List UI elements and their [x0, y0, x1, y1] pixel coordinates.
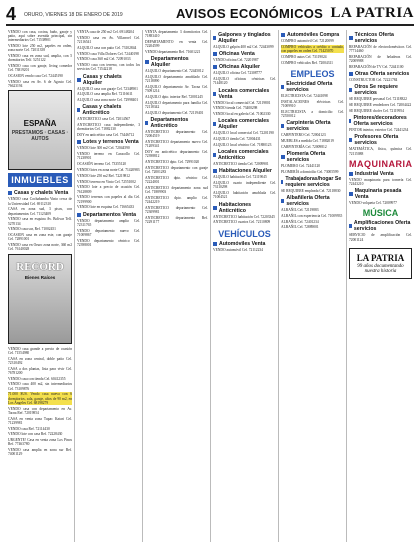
subcategory-heading	[213, 149, 276, 161]
classified-ad: CASA en zona central, doble patio Cel. 72310492	[8, 356, 72, 365]
category-vehiculos: VEHÍCULOS	[218, 228, 271, 239]
classified-ad: SE REQUIERE personal Cel. 72118822	[349, 97, 407, 102]
classified-ad: DEPARTAMENTO en venta Cel. 72204599	[145, 40, 208, 49]
category-empleos: EMPLEOS	[290, 68, 335, 79]
classified-ad: VENDO casa en Av. 6 de Agosto Cel. 76623194	[8, 80, 72, 89]
subcategory-heading	[349, 71, 412, 77]
ads-list	[8, 407, 72, 457]
subcategory-heading	[213, 118, 276, 130]
subcategory-label: Pintores/decoradores Oferta servicios	[353, 115, 407, 128]
classified-ad: ALQUILO local comercial Cel. 72201190	[213, 131, 274, 136]
subcategory-heading	[349, 188, 412, 200]
subcategory-heading	[281, 195, 344, 207]
banner-ad-espana[interactable]	[8, 90, 72, 170]
subcategory-heading	[213, 241, 276, 247]
bullet-square-icon	[145, 121, 148, 125]
classified-ad: VENDO con casa, cocina, baño, garaje y patio, aquí sobre avenida principal, sin intermediarios Cel. 71538901	[8, 30, 72, 43]
banner-image	[9, 91, 71, 169]
classified-ad: VENDO casa grande a precio de ocasión Cel. 71554980	[8, 346, 72, 355]
bullet-square-icon	[77, 213, 81, 217]
ads-list	[145, 30, 208, 54]
ads-list	[281, 208, 344, 230]
classified-ad: ALBAÑIL Cel. 72889001	[281, 225, 319, 230]
column-3	[142, 30, 210, 542]
classified-ad: ALBAÑIL con experiencia Cel. 71009935	[281, 213, 343, 218]
classified-ad: ALQUILO galpón 400 m2 Cel. 72443099	[213, 45, 274, 49]
ads-list	[349, 178, 412, 186]
classified-ad: ANTICRETICO habitación Cel. 72203345	[213, 214, 275, 219]
classified-ad: COMPRO automóvil Cel. 72120099	[281, 39, 334, 43]
classified-ad: ALQUILO oficina Cel. 72308777	[213, 71, 262, 76]
bullet-square-icon	[213, 169, 217, 173]
subcategory-label: Técnicos Oferta servicios	[354, 32, 394, 44]
ads-list	[77, 117, 140, 137]
ads-list	[8, 197, 72, 251]
classified-ad: CARPINTERO Cel. 72004123	[281, 133, 326, 137]
classified-ad: VENDO lote a precio de ocasión Cel. 76128809	[77, 185, 140, 194]
classified-ad: VENTA departamento 3 dormitorios Cel. 71883410	[145, 30, 208, 39]
edition-date: ORURO, VIERNES 18 DE ENERO DE 2019	[24, 12, 123, 18]
classified-ad: REPARACIÓN de heladeras Cel. 72009988	[349, 55, 412, 64]
category-inmuebles: INMUEBLES	[8, 173, 72, 187]
classified-ad: ANTICRETICO dpto. amplio Cel. 72442219	[145, 195, 208, 204]
column-1	[6, 30, 74, 542]
subcategory-heading	[281, 120, 344, 132]
subcategory-label: Galpones y tinglados Alquiler	[218, 32, 271, 44]
classified-ad: ANTICRETICO departamento Cel. 72004519	[145, 130, 208, 139]
ads-list	[145, 69, 208, 115]
bullet-square-icon	[349, 88, 352, 92]
classified-ad: VENDO casa en esquina Av. Bolivar Telf. 5270134	[8, 217, 72, 226]
classified-ad: ALQUILO habitación Cel. 72119045	[213, 175, 267, 180]
house-ad-tagline: 99 años documentando nuestra historia	[357, 263, 404, 274]
subcategory-heading	[349, 84, 412, 96]
subcategory-heading	[8, 190, 72, 196]
classified-ad: VENDO lote 250 m2, papeles en orden, zona norte Cel. 72011358	[8, 44, 72, 53]
classified-ad: ANTICRETICO cuartos Cel. 72110809	[213, 220, 271, 225]
ads-list	[281, 55, 344, 65]
ads-list	[281, 39, 344, 43]
subcategory-heading	[213, 202, 276, 214]
classified-ad: VENDO casa Cochabamba Vinto cerca de la Universidad Cel. 69112310	[8, 197, 72, 206]
bullet-square-icon	[349, 36, 353, 40]
ads-list	[213, 131, 276, 147]
classified-ad: COMPRO vehículos Ref. 72004311	[281, 60, 333, 65]
classified-ad: CASA en zona sud, 3 pisos, con departamentos Cel. 71123409	[8, 207, 72, 216]
bullet-square-icon	[281, 85, 284, 89]
subcategory-heading	[349, 171, 412, 177]
subcategory-label: Automóviles Venta	[219, 240, 266, 247]
bullet-square-icon	[77, 108, 80, 112]
column-6	[346, 30, 414, 542]
classified-ad: VENDO departamento Ref. 71601221	[145, 50, 201, 54]
classified-ad: VENDO casa en Av. Villarroel Cel. 72116541	[77, 35, 140, 44]
ads-list	[77, 146, 140, 209]
subcategory-heading	[281, 32, 344, 38]
subcategory-heading	[77, 139, 140, 145]
ads-list	[349, 78, 412, 82]
banner-subtitle: Bienes Raíces	[24, 274, 56, 280]
bullet-square-icon	[213, 242, 217, 246]
ads-list	[213, 45, 276, 49]
classified-ad: VENDO tienda Cel. 73400298	[213, 106, 258, 111]
classified-ad: ALQUILO departamento amoblado Cel. 72118090	[145, 75, 208, 84]
classified-ad: ANTICRETICO departamento Ref. 72291177	[145, 215, 208, 224]
classified-ad: ALQUILO casa con garaje Cel. 72348901	[77, 86, 138, 91]
ads-list	[213, 248, 276, 252]
ads-list	[213, 71, 276, 85]
classified-ad: ALQUILO casa zona norte Cel. 72998401	[77, 98, 139, 103]
subcategory-label: Amplificaciones Oferta servicios	[353, 220, 411, 233]
bullet-square-icon	[213, 206, 217, 210]
subcategory-label: Carpintería Oferta servicios	[286, 120, 331, 132]
page-header	[6, 4, 414, 26]
bullet-square-icon	[8, 191, 12, 195]
ads-list	[349, 201, 412, 205]
subcategory-label: Locales comerciales Anticrético	[217, 149, 269, 162]
classified-ad: VENDO volqueta Cel. 72009977	[349, 201, 397, 206]
ads-list	[77, 87, 140, 103]
column-5	[278, 30, 346, 542]
newspaper-brand: LA PATRIA	[330, 5, 414, 21]
bullet-square-icon	[77, 140, 81, 144]
subcategory-label: Casas y chalets Venta	[14, 190, 69, 197]
ads-list	[213, 162, 276, 166]
subcategory-heading	[349, 115, 412, 127]
classified-ad: VENDO oficina Cel. 72201987	[213, 58, 259, 63]
subcategory-heading	[281, 81, 344, 93]
subcategory-label: Profesores Oferta servicios	[354, 134, 399, 147]
classified-ad: DOY en anticrético casa Cel. 73446712	[77, 133, 135, 138]
subcategory-heading	[213, 32, 276, 44]
classified-ad: ALQUILO departamento Av. Tacna Cel. 73091214	[145, 85, 208, 94]
ads-list	[77, 30, 140, 72]
classified-ad: CASA a dos plantas, lista para vivir Cel. 76781200	[8, 366, 72, 375]
ads-list	[281, 133, 344, 149]
subcategory-label: Oficinas Alquiler	[219, 64, 261, 71]
classified-ad: VENDO automóvil Cel. 72112234	[213, 247, 263, 252]
classified-ad: ALQUILO habitación amoblada Cel. 71004521	[213, 191, 276, 200]
classified-ad: ALQUILO departamento Cel. 72445012	[145, 69, 204, 74]
classified-ad: VENDO casa 400 m2, sin intermediarios Cel. 73109876	[8, 382, 72, 391]
classified-ad: PINTOR interior, exterior Cel. 72441234	[349, 128, 409, 133]
bullet-square-icon	[213, 122, 216, 126]
ads-list	[281, 164, 344, 174]
bullet-square-icon	[77, 78, 81, 82]
subcategory-label: Casas y chalets Alquiler	[82, 73, 122, 86]
ads-list	[349, 233, 412, 241]
classified-ad: VENDO casa con departamento en Av. Tacna Ref. 72019854	[8, 406, 72, 415]
subcategory-label: Trabajadoras/hogar Se requiere servicios	[285, 175, 342, 188]
subcategory-label: Otros Se requiere servicios	[354, 84, 398, 97]
ads-list	[349, 147, 412, 155]
subcategory-label: Lotes y terrenos Venta	[83, 139, 139, 146]
classified-ad: MUEBLES a medida Cel. 71882019	[281, 138, 334, 143]
classified-ad: ANTICRETICO dpto. céntrico Cel. 72224001	[145, 175, 208, 184]
subcategory-heading	[145, 56, 208, 68]
classified-ad: VENTA casa de 250 m2 Cel. 69148204	[77, 30, 134, 34]
classified-ad: VENDO casa en zona sud, amplia, con 5 dormitorios Telf. 5251122	[8, 54, 72, 63]
classified-ad: VENDO local comercial Cel. 72119801	[213, 100, 271, 105]
column-2	[74, 30, 142, 542]
classified-ad: VENDO local en galería Cel. 71002330	[213, 112, 271, 117]
bullet-square-icon	[213, 36, 216, 40]
classified-ad: SE REQUIERE chofer Cel. 72119954	[349, 109, 404, 113]
ads-list	[349, 97, 412, 113]
bullet-square-icon	[281, 124, 284, 128]
classified-ad: VENDO lote 300 m2 Cel. 72044590	[77, 146, 130, 151]
subcategory-label: Plomería Oferta servicios	[286, 150, 326, 163]
bullet-square-icon	[281, 180, 283, 184]
bullet-square-icon	[349, 119, 351, 123]
classified-ad: DOY en anticrético departamento Cel. 72398812	[145, 150, 208, 159]
subcategory-heading	[349, 220, 412, 232]
category-musica: MÚSICA	[362, 208, 399, 219]
classified-ad: SERVICIO de amplificación Cel. 72001124	[349, 233, 412, 242]
ads-list	[349, 128, 412, 132]
subcategory-heading	[213, 64, 276, 70]
classified-ad: ELECTRICISTA Cel. 72441098	[281, 93, 328, 98]
bullet-square-icon	[281, 33, 285, 37]
classified-ad: ALBAÑIL Cel. 72401234	[281, 219, 319, 224]
classified-ad: COMPRO autos Cel. 73119024	[281, 54, 327, 59]
classified-ad: OCASION vendo casa Cel. 72445190	[8, 74, 63, 79]
classified-ad: VENDO terreno en Caracollo Cel. 71238901	[77, 152, 140, 161]
subcategory-label: Departamentos Anticrético	[150, 117, 189, 129]
classified-ad: ANTICRETICO casa Cel. 72014567	[77, 117, 131, 122]
classified-ad: SE REQUIERE vendedores Cel. 72004422	[349, 103, 412, 108]
classified-ad: VENDO casa en Oruro zona norte, 360 m2 Cel. 76140028	[8, 243, 72, 252]
bullet-square-icon	[213, 52, 217, 56]
classifieds-columns	[6, 30, 414, 542]
classified-ad: CASA en venta zona Tupac Katari Cel. 71239981	[8, 416, 72, 425]
subcategory-label: Automóviles Compra	[287, 32, 340, 38]
bullet-square-icon	[349, 138, 352, 142]
classified-ad: VENDO maquinaria para tornería Cel. 72443210	[349, 177, 412, 187]
subcategory-label: Albañilería Oferta servicios	[286, 195, 330, 207]
classified-ad: VENDO casa con tienda Cel. 60412355	[8, 376, 66, 381]
ads-list	[8, 347, 72, 391]
bullet-square-icon	[349, 172, 353, 176]
classified-ad: CARPINTERÍA Cel. 72009812	[281, 144, 327, 149]
classified-ad: ALQUILO departamento Cel. 72119401	[145, 110, 204, 115]
classified-ad: VENDO lote en esquina Cel. 71665433	[77, 205, 135, 210]
subcategory-heading	[77, 104, 140, 116]
classified-ad: VENDO casa 360 m2 Cel. 72091033	[77, 57, 131, 62]
classified-ad: VENDO terrenos con papeles al día Cel. 72199900	[77, 195, 140, 204]
column-4	[210, 30, 278, 542]
classified-ad: ANTICRETICO dpto. Cel. 72991020	[145, 160, 200, 164]
ads-list	[281, 94, 344, 118]
highlighted-ad: 71.000 $US. Vendo casa nueva con 6 dormitorios, sala, garaje, altos de 90 m2, en Los Ángeles Cel. 68198279	[8, 392, 72, 405]
ads-list	[8, 30, 72, 88]
bullet-square-icon	[145, 60, 149, 64]
classified-ad: VENDO lote con casa Ref. 72228430	[8, 432, 63, 437]
banner-image	[9, 255, 71, 343]
classified-ad: PLOMERÍA a domicilio Cel. 73005599	[281, 169, 339, 174]
classified-ad: ALQUILO dpto. interior Ref. 72001245	[145, 95, 203, 99]
classified-ad: ANTICRETICO tienda Cel. 72009901	[213, 162, 269, 167]
bullet-square-icon	[281, 155, 285, 159]
ads-list	[349, 45, 412, 69]
classified-ad: ALQUILO tienda Cel. 72004431	[213, 137, 261, 142]
classified-ad: VENDO casa Villa Dolores Cel. 72440198	[77, 51, 139, 56]
classified-ad: VENDO departamento nuevo Cel. 71009867	[77, 228, 140, 237]
subcategory-label: Habitaciones Anticrético	[218, 201, 252, 214]
banner-title: ESPAÑA	[23, 118, 57, 128]
bullet-square-icon	[349, 224, 352, 228]
ads-list	[145, 130, 208, 224]
bullet-square-icon	[213, 153, 216, 157]
bullet-square-icon	[349, 72, 353, 76]
subcategory-heading	[281, 151, 344, 163]
classified-ad: ALQUILO casa amplia Ref. 72116611	[77, 92, 133, 97]
subcategory-label: Maquinaria pesada Venta	[354, 188, 402, 201]
classified-ad: ALQUILO cuarto independiente Cel. 73110298	[213, 181, 276, 190]
subcategory-label: Departamentos Venta	[83, 211, 137, 218]
la-patria-house-ad	[349, 248, 412, 279]
ads-list	[77, 219, 140, 247]
classified-ad: VENDO lotes en zona norte Cel. 71420983	[77, 167, 140, 172]
classified-ad: ALQUILO oficinas céntricas Cel. 71448120	[213, 77, 276, 86]
subcategory-label: Locales comerciales Alquiler	[218, 118, 269, 131]
ads-list	[281, 189, 344, 193]
classified-ad: ANTICRETICO departamento nuevo Cel. 71209341	[145, 140, 208, 149]
classified-ad: VENDO lote 250 m2 Ref. 72219812	[77, 173, 130, 178]
classified-ad: ELECTRICISTA a domicilio Cel. 72550012	[281, 109, 344, 118]
classified-ad: REPARACIÓN de TV Cel. 72441100	[349, 65, 404, 69]
subcategory-heading	[145, 117, 208, 129]
bullet-square-icon	[349, 192, 353, 196]
classified-ad: OCASION casa en zona este, con garaje Cel. 72891001	[8, 233, 72, 242]
bullet-square-icon	[213, 65, 217, 69]
classified-ad: MATEMÁTICA, física, química Cel. 72115088	[349, 147, 412, 156]
ads-list	[213, 101, 276, 117]
subcategory-label: Otras Oferta servicios	[355, 71, 410, 78]
classified-ad: ANTICRETICO casa independiente, 3 dormitorios Cel. 71882130	[77, 123, 140, 132]
section-title: AVISOS ECONÓMICOS	[176, 6, 324, 21]
ads-list	[213, 175, 276, 199]
classified-ad: VENDO departamento amplio Cel. 72311765	[77, 218, 140, 227]
classified-ad: VENDO casa con terreno, con todos los servicios Cel. 71542218	[77, 63, 140, 72]
ads-list	[213, 215, 276, 225]
bullet-square-icon	[281, 199, 284, 203]
classified-ad: ANTICRETICO departamento zona sud Cel. 71889903	[145, 185, 208, 194]
house-ad-title: LA PATRIA	[356, 252, 405, 263]
subcategory-label: Locales comerciales Venta	[218, 87, 270, 100]
classified-ad: VENDO casa amplia en zona sur Ref. 74001129	[8, 448, 72, 457]
classified-ad: PLOMERO Cel. 72441120	[281, 163, 321, 168]
subcategory-label: Habitaciones Alquiler	[219, 168, 272, 175]
classified-ad: URGENTE! Casa en venta zona Los Pinos Ref. 77463780	[8, 438, 72, 447]
subcategory-heading	[213, 88, 276, 100]
classified-ad: OCASIÓN terreno Cel. 73355120	[77, 162, 127, 167]
classified-ad: ALQUILO casa con patio Cel. 73102844	[77, 45, 137, 50]
subcategory-heading	[213, 51, 276, 57]
classified-ad: ALBAÑIL Cel. 72119883	[281, 208, 319, 212]
classified-ad: ALQUILO local céntrico Cel. 71880123	[213, 143, 272, 147]
classified-ad: INSTALACIONES eléctricas Cel. 71009910	[281, 99, 344, 108]
page-number: 4	[6, 4, 17, 24]
classified-ad: VENDO departamento céntrico Cel. 72398001	[77, 238, 140, 247]
bullet-square-icon	[213, 92, 216, 96]
banner-ad-record[interactable]	[8, 254, 72, 344]
classified-ad: REPARACIÓN de electrodomésticos Cel. 77714460	[349, 45, 412, 54]
classified-ad: ANTICRETICO departamento Cel. 72309981	[145, 205, 208, 214]
subcategory-heading	[77, 74, 140, 86]
classified-ad: VENDO casa Ref. 72114430	[8, 426, 50, 431]
subcategory-label: Departamentos Alquiler	[150, 56, 189, 69]
classified-ad: SE REQUIERE empleada Cel. 72118830	[281, 188, 341, 193]
subcategory-heading	[213, 168, 276, 174]
category-maquinaria: MAQUINARIA	[349, 158, 413, 169]
subcategory-heading	[281, 176, 344, 188]
subcategory-heading	[349, 134, 412, 146]
classified-ad: VENDO casa con garaje, living comedor Cel. 73819201	[8, 64, 72, 73]
classified-ad: CONSTRUCTOR Cel. 72221784	[349, 78, 398, 83]
banner-title: RECORD	[16, 260, 64, 273]
classified-ad: VENDO casa sur, Ref. 71002451	[8, 227, 56, 232]
subcategory-label: Electricidad Oferta servicios	[286, 80, 333, 93]
banner-subtitle: PRESTAMOS · CASAS · AUTOS	[11, 129, 69, 142]
subcategory-heading	[349, 32, 412, 44]
classified-ad: VENDO terreno en Vinto Cel. 72551002	[77, 179, 136, 184]
ads-list	[213, 58, 276, 62]
subcategory-label: Industrial Venta	[355, 170, 394, 177]
subcategory-label: Oficinas Venta	[219, 51, 255, 58]
classified-ad: ANTICRETICO departamento con garaje Cel. 72001283	[145, 165, 208, 174]
subcategory-label: Casas y chalets Anticrético	[82, 104, 122, 117]
classified-ad: ALQUILO departamento para familia Cel. 72118342	[145, 100, 208, 109]
subcategory-heading	[77, 212, 140, 218]
highlighted-ad: COMPRO vehículos a crédito o contado, con papeles en orden Cel. 71425070	[281, 44, 344, 53]
